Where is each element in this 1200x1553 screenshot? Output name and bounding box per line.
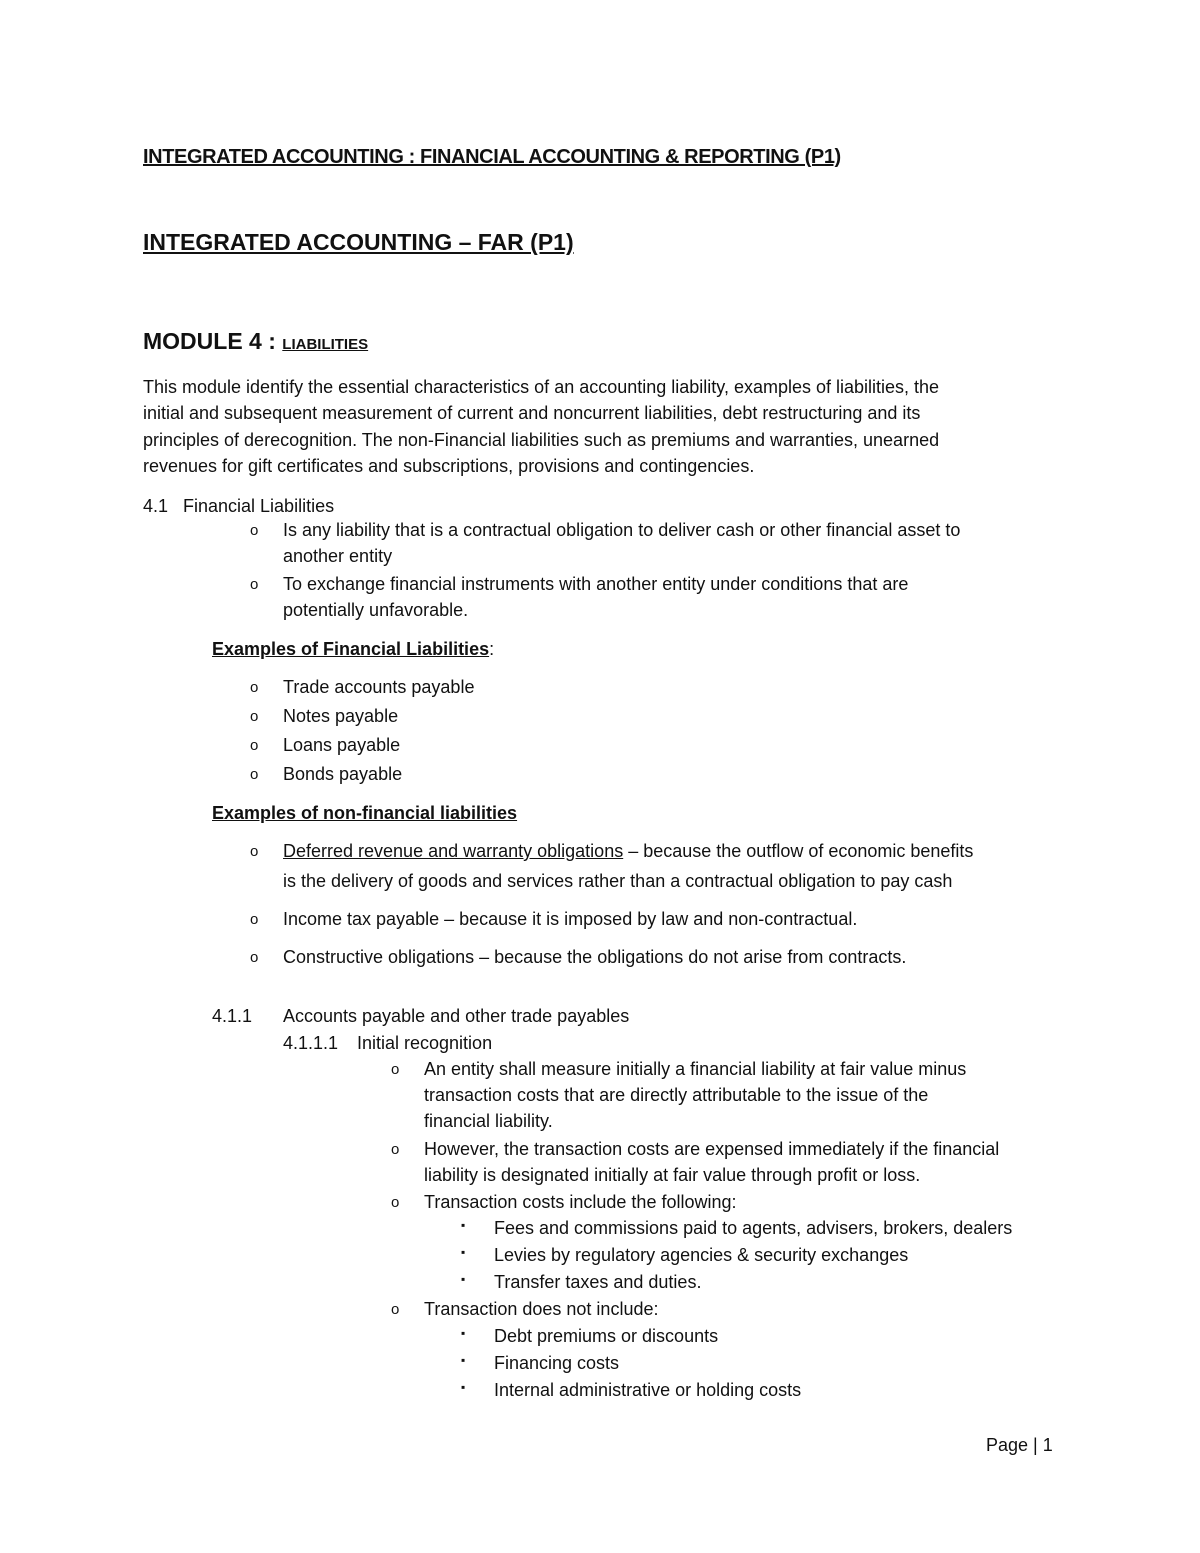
section-4-1-title: Financial Liabilities: [183, 496, 335, 516]
page-number-footer: Page | 1: [986, 1435, 1053, 1455]
module-name: LIABILITIES: [282, 336, 369, 353]
initial-point-1-line-3: financial liability.: [424, 1111, 553, 1131]
bullet-o-icon: o: [250, 679, 259, 696]
intro-line-3: principles of derecognition. The non-Financial liabilities such as premiums and warranties, unearned: [143, 430, 940, 450]
bullet-o-icon: o: [250, 708, 259, 725]
initial-point-2-line-2: liability is designated initially at fair value through profit or loss.: [424, 1165, 921, 1185]
bullet-o-icon: o: [391, 1061, 400, 1078]
bullet-o-icon: o: [250, 843, 259, 860]
section-4-1-1-title: Accounts payable and other trade payables: [283, 1006, 630, 1026]
tc-exclude-item: Internal administrative or holding costs: [494, 1380, 802, 1400]
bullet-o-icon: o: [391, 1141, 400, 1158]
examples-financial-heading: Examples of Financial Liabilities:: [212, 639, 495, 659]
bullet-o-icon: o: [250, 522, 259, 539]
section-4-1-1-number: 4.1.1: [212, 1006, 253, 1026]
tc-include-item: Levies by regulatory agencies & security exchanges: [494, 1245, 909, 1265]
section-4-1-1-1-title: Initial recognition: [357, 1033, 493, 1053]
nonfin-item-3: Constructive obligations – because the obligations do not arise from contracts.: [283, 947, 907, 967]
bullet-o-icon: o: [250, 737, 259, 754]
bullet-o-icon: o: [250, 576, 259, 593]
square-bullet-icon: ▪: [461, 1245, 466, 1259]
module-label: MODULE 4 :: [143, 328, 276, 354]
square-bullet-icon: ▪: [461, 1326, 466, 1340]
fin-liab-point-1-line-1: Is any liability that is a contractual obligation to deliver cash or other financial asset to: [283, 520, 961, 540]
examples-nonfinancial-heading: Examples of non-financial liabilities: [212, 803, 518, 823]
nonfin-item-1-line-1: Deferred revenue and warranty obligations – because the outflow of economic benefits: [283, 841, 974, 861]
square-bullet-icon: ▪: [461, 1380, 466, 1394]
bullet-o-icon: o: [391, 1301, 400, 1318]
initial-point-1-line-1: An entity shall measure initially a financial liability at fair value minus: [424, 1059, 967, 1079]
nonfin-item-1-line-2: is the delivery of goods and services rather than a contractual obligation to pay cash: [283, 871, 953, 891]
fin-liab-point-2-line-1: To exchange financial instruments with another entity under conditions that are: [283, 574, 909, 594]
example-financial-item: Bonds payable: [283, 764, 403, 784]
module-heading: [143, 328, 368, 355]
square-bullet-icon: ▪: [461, 1272, 466, 1286]
tc-include-item: Transfer taxes and duties.: [494, 1272, 702, 1292]
section-4-1-1-1-number: 4.1.1.1: [283, 1033, 339, 1053]
example-financial-item: Trade accounts payable: [283, 677, 475, 697]
intro-line-4: revenues for gift certificates and subscriptions, provisions and contingencies.: [143, 456, 755, 476]
intro-line-1: This module identify the essential characteristics of an accounting liability, examples of liabilities, the: [143, 377, 940, 397]
fin-liab-point-1-line-2: another entity: [283, 546, 393, 566]
bullet-o-icon: o: [391, 1194, 400, 1211]
fin-liab-point-2-line-2: potentially unfavorable.: [283, 600, 469, 620]
square-bullet-icon: ▪: [461, 1353, 466, 1367]
section-4-1-number: 4.1: [143, 496, 169, 516]
document-title: INTEGRATED ACCOUNTING : FINANCIAL ACCOUNTING & REPORTING (P1): [143, 146, 841, 168]
example-financial-item: Notes payable: [283, 706, 399, 726]
bullet-o-icon: o: [250, 949, 259, 966]
bullet-o-icon: o: [250, 911, 259, 928]
example-financial-item: Loans payable: [283, 735, 401, 755]
tc-include-item: Fees and commissions paid to agents, advisers, brokers, dealers: [494, 1218, 1013, 1238]
tc-exclude-label: Transaction does not include:: [424, 1299, 659, 1319]
nonfin-item-2: Income tax payable – because it is imposed by law and non-contractual.: [283, 909, 858, 929]
document-subtitle: INTEGRATED ACCOUNTING – FAR (P1): [143, 229, 574, 255]
initial-point-2-line-1: However, the transaction costs are expensed immediately if the financial: [424, 1139, 1000, 1159]
tc-include-label: Transaction costs include the following:: [424, 1192, 737, 1212]
intro-line-2: initial and subsequent measurement of current and noncurrent liabilities, debt restructuring and its: [143, 403, 921, 423]
initial-point-1-line-2: transaction costs that are directly attributable to the issue of the: [424, 1085, 929, 1105]
nonfin-item-term: Deferred revenue and warranty obligations: [283, 841, 624, 861]
square-bullet-icon: ▪: [461, 1218, 466, 1232]
tc-exclude-item: Financing costs: [494, 1353, 620, 1373]
bullet-o-icon: o: [250, 766, 259, 783]
tc-exclude-item: Debt premiums or discounts: [494, 1326, 719, 1346]
